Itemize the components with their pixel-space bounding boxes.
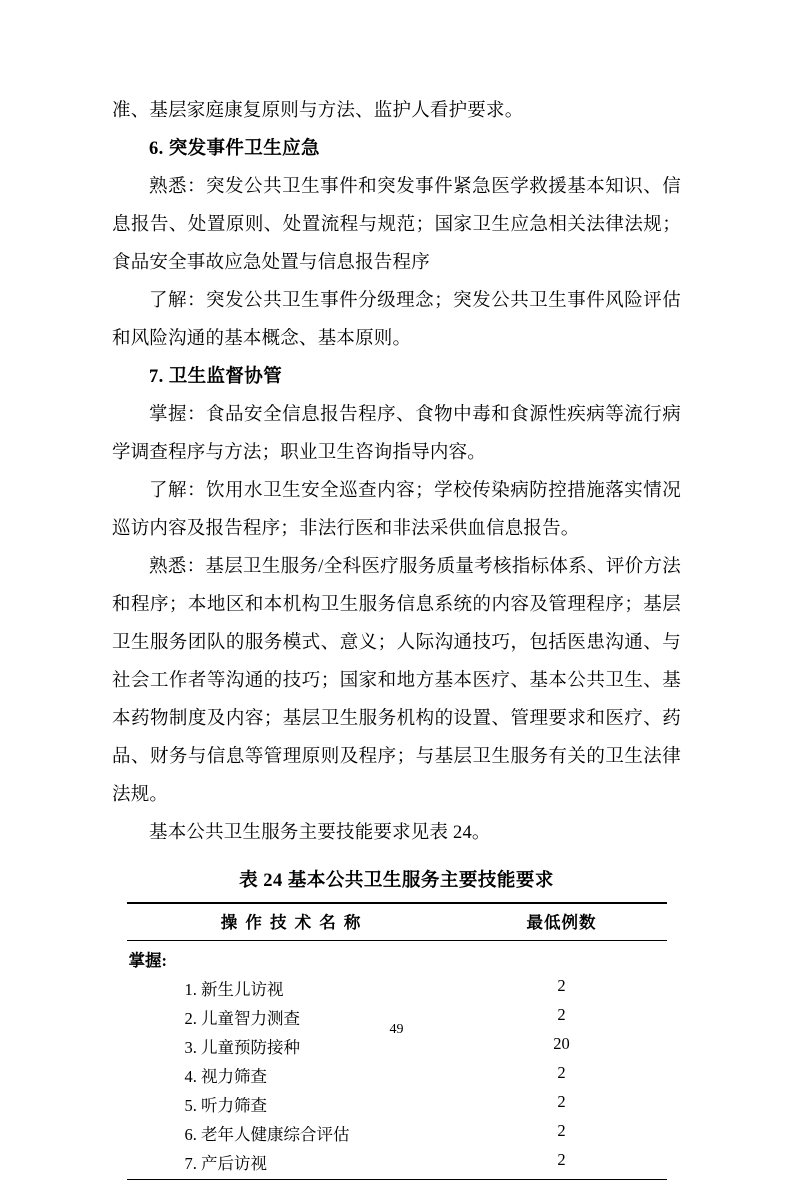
skill-name: 4. 视力筛查 — [184, 1067, 267, 1086]
paragraph-familiar-supervision: 熟悉：基层卫生服务/全科医疗服务质量考核指标体系、评价方法和程序；本地区和本机构卫生服务信息系统的内容及管理程序；基层卫生服务团队的服务模式、意义；人际沟通技巧，包括医患沟通、与社会工作者等沟通的技巧；国家和地方基本医疗、基本公共卫生、基本药物制度及内容；基层卫生服务机构的设置、管理要求和医疗、药品、财务与信息等管理原则及程序；与基层卫生服务有关的卫生法律法规。 — [112, 557, 681, 805]
table-row — [127, 1090, 667, 1119]
table-row — [127, 1061, 667, 1090]
column-header-operation: 操 作 技 术 名 称 — [127, 903, 457, 941]
table-row-group — [127, 941, 667, 974]
paragraph-familiar-emergency: 熟悉：突发公共卫生事件和突发事件紧急医学救援基本知识、信息报告、处置原则、处置流程与规范；国家卫生应急相关法律法规；食品安全事故应急处置与信息报告程序 — [112, 177, 681, 273]
skill-name: 1. 新生儿访视 — [184, 980, 284, 999]
paragraph-table-reference: 基本公共卫生服务主要技能要求见表 24。 — [149, 823, 491, 843]
skill-count: 2 — [557, 1121, 566, 1140]
skill-count: 2 — [557, 976, 566, 995]
skill-count: 2 — [557, 1063, 566, 1082]
table-header-row — [127, 903, 667, 941]
skill-name: 2. 儿童智力测查 — [184, 1009, 300, 1028]
paragraph-master-supervision: 掌握：食品安全信息报告程序、食物中毒和食源性疾病等流行病学调查程序与方法；职业卫生咨询指导内容。 — [112, 405, 681, 463]
skill-count: 2 — [557, 1005, 566, 1024]
skill-name: 5. 听力筛查 — [184, 1096, 267, 1115]
table-caption: 表 24 基本公共卫生服务主要技能要求 — [239, 871, 554, 891]
column-header-min-count: 最低例数 — [457, 903, 667, 941]
skill-count: 2 — [557, 1092, 566, 1111]
table-header — [127, 903, 667, 941]
skill-count: 2 — [557, 1150, 566, 1169]
table-row — [127, 1119, 667, 1148]
skill-name: 7. 产后访视 — [184, 1154, 267, 1173]
skill-name: 6. 老年人健康综合评估 — [184, 1125, 350, 1144]
section-heading-7: 7. 卫生监督协管 — [149, 367, 283, 387]
skill-count: 20 — [553, 1034, 570, 1053]
paragraph-continuation: 准、基层家庭康复原则与方法、监护人看护要求。 — [112, 101, 524, 121]
paragraph-understand-supervision: 了解：饮用水卫生安全巡查内容；学校传染病防控措施落实情况巡访内容及报告程序；非法行医和非法采供血信息报告。 — [112, 481, 681, 539]
table-row — [127, 974, 667, 1003]
table-row — [127, 1148, 667, 1180]
group-label-master: 掌握: — [128, 951, 167, 970]
paragraph-understand-emergency: 了解：突发公共卫生事件分级理念；突发公共卫生事件风险评估和风险沟通的基本概念、基本原则。 — [112, 291, 681, 349]
skills-table — [127, 902, 667, 1179]
table-body — [127, 941, 667, 1180]
page-number: 49 — [389, 1022, 404, 1037]
section-heading-6: 6. 突发事件卫生应急 — [149, 139, 320, 159]
skill-name: 3. 儿童预防接种 — [184, 1038, 300, 1057]
